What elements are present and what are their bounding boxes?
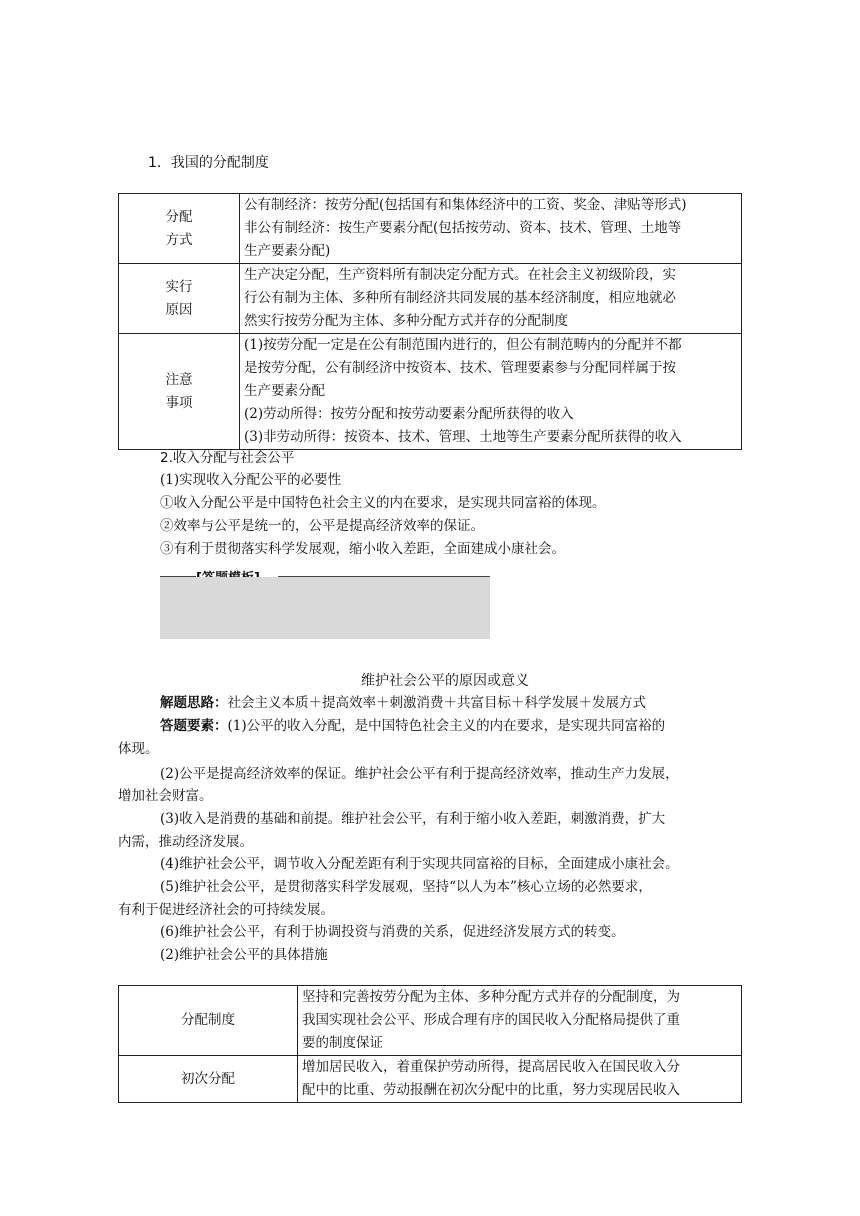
distribution-system-table	[118, 193, 742, 450]
subheading: (1)实现收入分配公平的必要性	[160, 472, 342, 488]
row-content: 生产决定分配，生产资料所有制决定分配方式。在社会主义初级阶段，实 行公有制为主体、多种所有制经济共同发展的基本经济制度，相应地就必 然实行按劳分配为主体、多种分配方式并存的分配制度	[240, 264, 742, 334]
elements-label: 答题要素：	[160, 718, 228, 734]
paragraph-line: 内需，推动经济发展。	[118, 834, 253, 850]
paragraph-line: (6)维护社会公平，有利于协调投资与消费的关系，促进经济发展方式的转变。	[160, 924, 625, 940]
elements-line	[160, 715, 665, 737]
table-row	[119, 986, 742, 1056]
row-content: 增加居民收入，着重保护劳动所得，提高居民收入在国民收入分 配中的比重、劳动报酬在初次分配中的比重，努力实现居民收入	[298, 1056, 742, 1103]
section-2-title: 2.收入分配与社会公平	[160, 450, 295, 466]
table-row	[119, 194, 742, 264]
row-content: (1)按劳分配一定是在公有制范围内进行的，但公有制范畴内的分配并不都 是按劳分配，公有制经济中按资本、技术、管理要素参与分配同样属于按 生产要素分配 (2)劳动所得：按劳分配和按劳动要素分配所获得的收入 (3)非劳动所得：按资本、技术、管理、土地等生产要素分配所获得的收入	[240, 334, 742, 450]
row-content: 公有制经济：按劳分配(包括国有和集体经济中的工资、奖金、津贴等形式) 非公有制经济：按生产要素分配(包括按劳动、资本、技术、管理、土地等 生产要素分配)	[240, 194, 742, 264]
fairness-measures-table	[118, 985, 742, 1103]
paragraph-line: (3)收入是消费的基础和前提。维护社会公平，有利于缩小收入差距，刺激消费，扩大	[160, 811, 666, 827]
row-label: 注意 事项	[119, 334, 240, 450]
paragraph-line: (2)公平是提高经济效率的保证。维护社会公平有利于提高经济效率，推动生产力发展，	[160, 766, 679, 782]
paragraph-line: (4)维护社会公平，调节收入分配差距有利于实现共同富裕的目标，全面建成小康社会。	[160, 856, 679, 872]
answer-template-box	[160, 577, 490, 639]
subheading: (2)维护社会公平的具体措施	[160, 947, 328, 963]
list-item: ②效率与公平是统一的，公平是提高经济效率的保证。	[160, 518, 484, 534]
row-label: 实行 原因	[119, 264, 240, 334]
section-1-title: 1．我国的分配制度	[148, 155, 269, 171]
table-row	[119, 264, 742, 334]
list-item: ①收入分配公平是中国特色社会主义的内在要求，是实现共同富裕的体现。	[160, 495, 606, 511]
row-content: 坚持和完善按劳分配为主体、多种分配方式并存的分配制度，为 我国实现社会公平、形成合理有序的国民收入分配格局提供了重 要的制度保证	[298, 986, 742, 1056]
paragraph-line: 有利于促进经济社会的可持续发展。	[118, 902, 334, 918]
table-row	[119, 334, 742, 450]
idea-text: 社会主义本质＋提高效率＋刺激消费＋共富目标＋科学发展＋发展方式	[227, 695, 646, 711]
idea-label: 解题思路：	[160, 695, 228, 711]
paragraph-line: 增加社会财富。	[118, 788, 213, 804]
row-label: 分配 方式	[119, 194, 240, 264]
paragraph-line: (5)维护社会公平，是贯彻落实科学发展观，坚持“以人为本”核心立场的必然要求，	[160, 879, 652, 895]
paragraph-line: 体现。	[118, 741, 159, 757]
elements-text: (1)公平的收入分配，是中国特色社会主义的内在要求，是实现共同富裕的	[227, 718, 666, 734]
fairness-heading: 维护社会公平的原因或意义	[361, 673, 529, 689]
idea-line	[160, 692, 646, 714]
list-item: ③有利于贯彻落实科学发展观，缩小收入差距，全面建成小康社会。	[160, 541, 565, 557]
table-row	[119, 1056, 742, 1103]
row-label: 初次分配	[119, 1056, 298, 1103]
row-label: 分配制度	[119, 986, 298, 1056]
